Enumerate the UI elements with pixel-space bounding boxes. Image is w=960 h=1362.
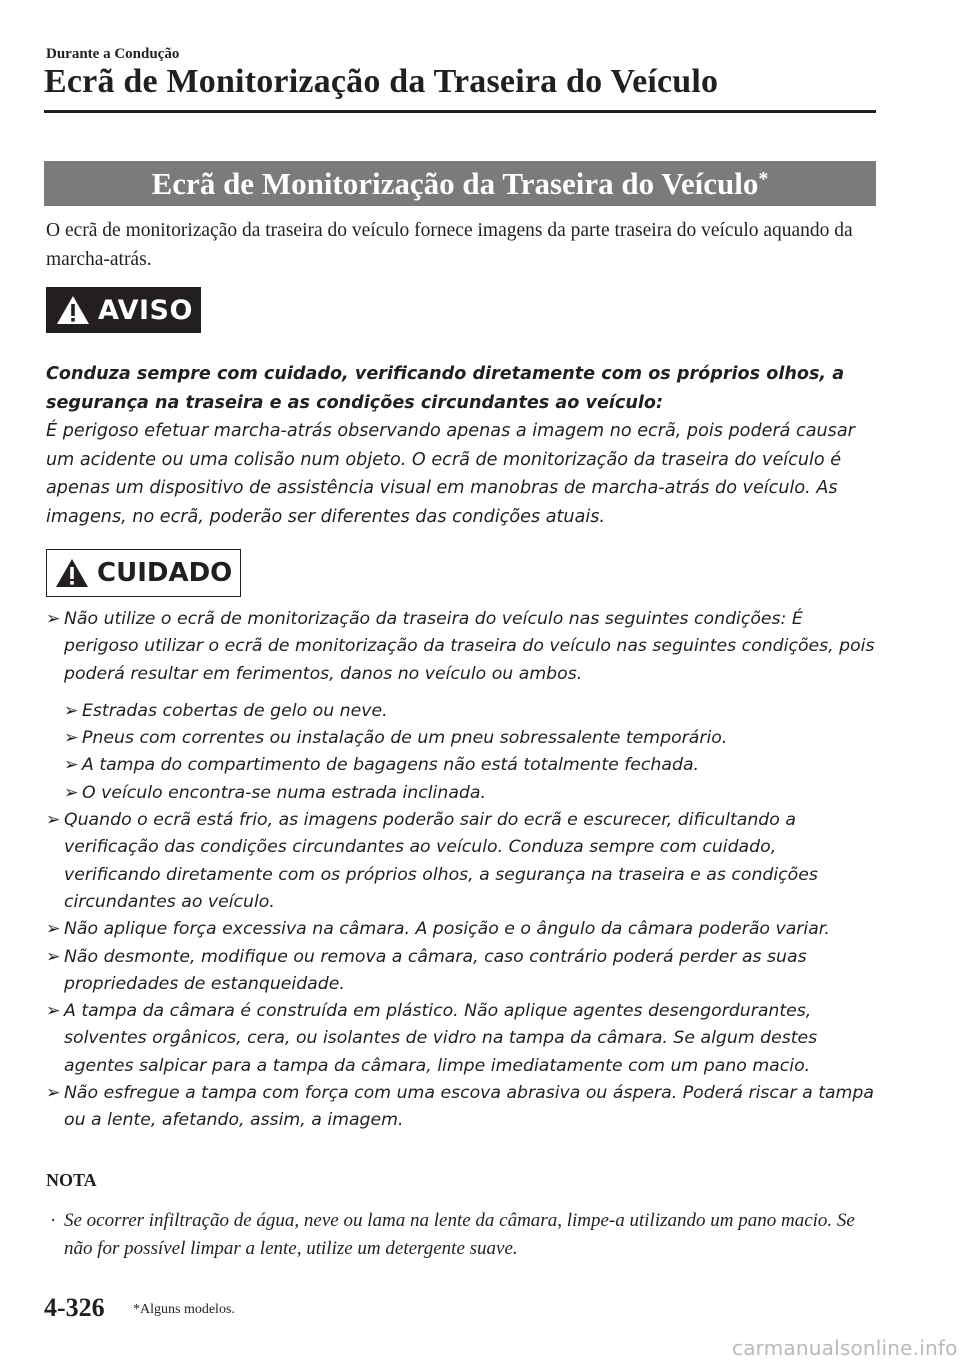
bullet-arrow-icon: ➢ xyxy=(64,700,79,721)
warning-body: É perigoso efetuar marcha-atrás observando apenas a imagem no ecrã, pois poderá causar um acidente ou uma colisão num objeto. O ecrã de monitorização da traseira do veículo é apenas um dispositivo de assistência visual em manobras de marcha-atrás do veículo. As imagens, no ecrã, poderão ser diferentes das condições atuais. xyxy=(46,421,855,527)
page-number: 4-326 xyxy=(44,1293,105,1322)
bullet-arrow-icon: ➢ xyxy=(46,919,61,940)
intro-paragraph: O ecrã de monitorização da traseira do veículo fornece imagens da parte traseira do veículo aquando da marcha-atrás. xyxy=(46,220,853,270)
bullet-arrow-icon: ➢ xyxy=(46,946,61,967)
list-item: ➢ Pneus com correntes ou instalação de um pneu sobressalente temporário. xyxy=(64,725,876,752)
bullet-arrow-icon: ➢ xyxy=(64,755,79,776)
running-head: Durante a Condução xyxy=(46,46,180,62)
warning-label xyxy=(46,287,201,333)
note-item: · Se ocorrer infiltração de água, neve ou lama na lente da câmara, limpe-a utilizando um pano macio. Se não for possível limpar a lente, utilize um detergente suave. xyxy=(46,1207,876,1263)
footnote: *Alguns modelos. xyxy=(133,1302,235,1317)
section-title: Ecrã de Monitorização da Traseira do Veículo xyxy=(151,165,759,201)
list-item: ➢ Não desmonte, modifique ou remova a câmara, caso contrário poderá perder as suas propriedades de estanqueidade. xyxy=(46,944,876,999)
warning-heading: Conduza sempre com cuidado, verificando diretamente com os próprios olhos, a segurança na traseira e as condições circundantes ao veículo: xyxy=(46,364,845,413)
warning-label-text: AVISO xyxy=(98,294,193,326)
list-item: ➢ Não esfregue a tampa com força com uma escova abrasiva ou áspera. Poderá riscar a tampa ou a lente, afetando, assim, a imagem. xyxy=(46,1080,876,1135)
list-item: ➢ Não aplique força excessiva na câmara. A posição e o ângulo da câmara poderão variar. xyxy=(46,916,876,943)
watermark: carmanualsonline.info xyxy=(732,1336,958,1360)
section-banner xyxy=(44,161,876,206)
list-item: ➢ Não utilize o ecrã de monitorização da traseira do veículo nas seguintes condições: É perigoso utilizar o ecrã de monitorização da traseira do veículo nas seguintes condições, pois poderá resultar em ferimentos, danos no veículo ou ambos. xyxy=(46,606,876,688)
bullet-arrow-icon: ➢ xyxy=(46,810,61,831)
note-label: NOTA xyxy=(46,1170,97,1190)
bullet-dot-icon: · xyxy=(50,1210,57,1231)
list-item: ➢ A tampa da câmara é construída em plástico. Não aplique agentes desengordurantes, solventes orgânicos, cera, ou isolantes de vidro na tampa da câmara. Se algum destes agentes salpicar para a tampa da câmara, limpe imediatamente com um pano macio. xyxy=(46,998,876,1080)
warning-triangle-icon xyxy=(56,295,90,325)
list-item: ➢ A tampa do compartimento de bagagens não está totalmente fechada. xyxy=(64,752,876,779)
bullet-arrow-icon: ➢ xyxy=(46,609,61,629)
bullet-arrow-icon: ➢ xyxy=(64,782,79,803)
bullet-arrow-icon: ➢ xyxy=(64,728,79,749)
section-asterisk: * xyxy=(758,168,769,190)
caution-label xyxy=(46,549,241,597)
bullet-arrow-icon: ➢ xyxy=(46,1001,61,1022)
list-item: ➢ O veículo encontra-se numa estrada inclinada. xyxy=(64,780,876,807)
list-item: ➢ Quando o ecrã está frio, as imagens poderão sair do ecrã e escurecer, dificultando a verificação das condições circundantes ao veículo. Conduza sempre com cuidado, verificando diretamente com os próprios olhos, a segurança na traseira e as condições circundantes ao veículo. xyxy=(46,807,876,916)
header-rule xyxy=(44,110,876,113)
bullet-arrow-icon: ➢ xyxy=(46,1083,61,1104)
chapter-title: Ecrã de Monitorização da Traseira do Veículo xyxy=(44,63,719,100)
list-item: ➢ Estradas cobertas de gelo ou neve. xyxy=(64,698,876,725)
warning-block xyxy=(46,360,876,531)
caution-label-text: CUIDADO xyxy=(97,558,233,588)
warning-triangle-icon xyxy=(55,558,89,588)
caution-list xyxy=(46,606,876,1135)
